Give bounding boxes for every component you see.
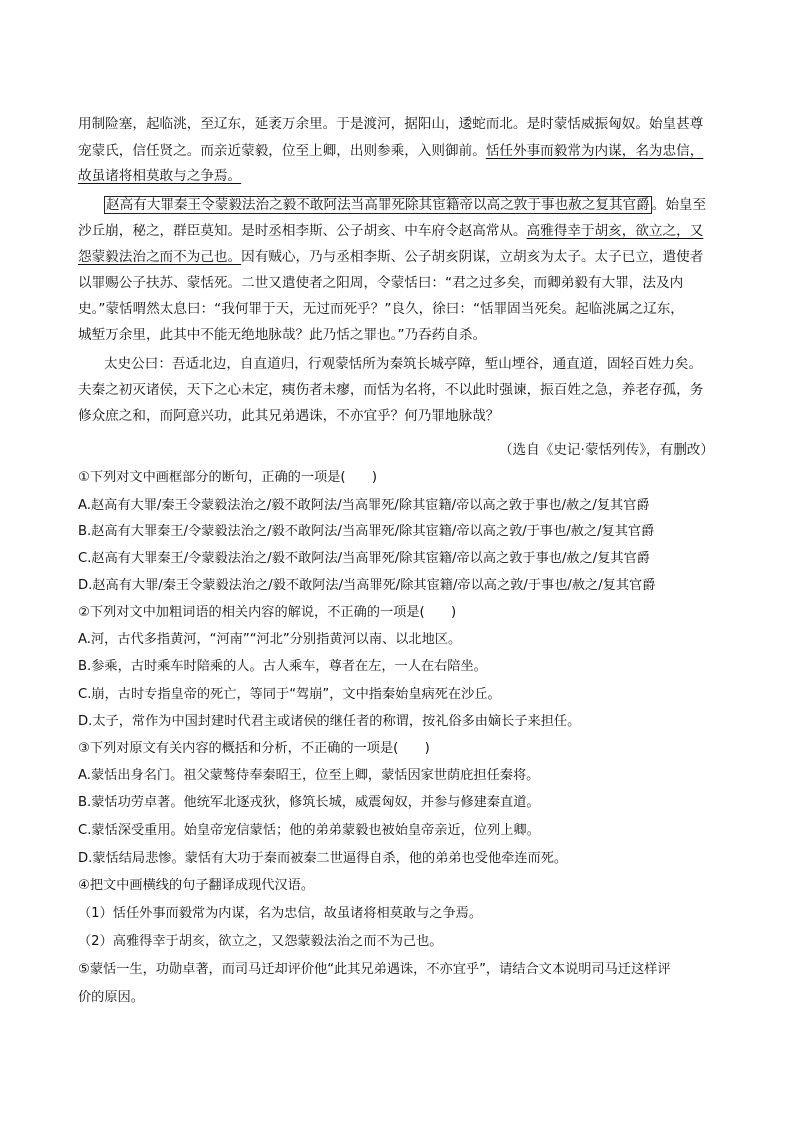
question-1-option-c: C.赵高有大罪秦王/令蒙毅法治之/毅不敢阿法/当高罪死/除其宦籍/帝以高之敦于事也/赦之/复其官爵 bbox=[78, 551, 650, 566]
passage-p1-line2 bbox=[78, 141, 703, 161]
passage-p1-line3 bbox=[78, 166, 241, 186]
question-3-stem: ③下列对原文有关内容的概括和分析，不正确的一项是( ) bbox=[78, 741, 430, 756]
passage-p3-line1: 太史公曰：吾适北边，自直道归，行观蒙恬所为秦筑长城亭障，堑山堙谷，通直道，固轻百姓力矣。 bbox=[104, 356, 703, 372]
question-4-sentence-2: （2）高雅得幸于胡亥，欲立之，又怨蒙毅法治之而不为己也。 bbox=[78, 934, 443, 949]
question-4-stem: ④把文中画横线的句子翻译成现代汉语。 bbox=[78, 878, 315, 893]
question-2-stem: ②下列对文中加粗词语的相关内容的解说，不正确的一项是( ) bbox=[78, 605, 457, 620]
question-3-option-b: B.蒙恬功劳卓著。他统军北逐戎狄，修筑长城，威震匈奴，并参与修建秦直道。 bbox=[78, 795, 540, 810]
source-citation: （选自《史记·蒙恬列传》，有删改） bbox=[498, 442, 714, 458]
underlined-sentence-2b: 怨蒙毅法治之而不为己也。 bbox=[78, 249, 242, 265]
question-2-option-d: D.太子，常作为中国封建时代君主或诸侯的继任者的称谓，按礼俗多由嫡长子来担任。 bbox=[78, 714, 581, 729]
passage-p2-line1-tail: 。始皇至 bbox=[651, 197, 707, 213]
boxed-passage: 赵高有大罪秦王令蒙毅法治之毅不敢阿法当高罪死除其宦籍帝以高之敦于事也赦之复其官爵 bbox=[106, 197, 650, 213]
question-5-line1: ⑤蒙恬一生，功勋卓著，而司马迁却评价他“此其兄弟遇诛，不亦宜乎”，请结合文本说明司马迁这样评 bbox=[78, 962, 671, 977]
question-2-option-a: A.河，古代多指黄河，“河南”“河北”分别指黄河以南、以北地区。 bbox=[78, 632, 462, 647]
question-3-option-d: D.蒙恬结局悲惨。蒙恬有大功于秦而被秦二世逼得自杀，他的弟弟也受他牵连而死。 bbox=[78, 851, 568, 866]
question-5-line2: 价的原因。 bbox=[78, 990, 144, 1005]
passage-p1-line2-text: 宠蒙氏，信任贤之。而亲近蒙毅，位至上卿，出则参乘，入则御前。 bbox=[78, 143, 486, 159]
question-1-option-d: D.赵高有大罪/秦王令蒙毅法治之/毅不敢阿法/当高罪死/除其宦籍/帝以高之敦/于事也/赦之/复其官爵 bbox=[78, 578, 656, 593]
passage-p2-line3 bbox=[78, 247, 703, 267]
question-2-option-c: C.崩，古时专指皇帝的死亡，等同于“驾崩”，文中指秦始皇病死在沙丘。 bbox=[78, 687, 501, 702]
question-4-sentence-1: （1）恬任外事而毅常为内谋，名为忠信，故虽诸将相莫敢与之争焉。 bbox=[78, 906, 483, 921]
question-2-option-b: B.参乘，古时乘车时陪乘的人。古人乘车，尊者在左，一人在右陪坐。 bbox=[78, 659, 487, 674]
passage-p2-line3-text: 因有贼心，乃与丞相李斯、公子胡亥阴谋，立胡亥为太子。太子已立，遣使者 bbox=[241, 249, 704, 265]
passage-p2-line4: 以罪赐公子扶苏、蒙恬死。二世又遣使者之阳周，令蒙恬曰：“君之过多矣，而卿弟毅有大罪，法及内 bbox=[78, 275, 684, 291]
passage-p2-line5: 史。”蒙恬喟然太息曰：“我何罪于天，无过而死乎？”良久，徐曰：“恬罪固当死矣。起临洮属之辽东， bbox=[78, 301, 684, 317]
passage-p1-line1: 用制险塞，起临洮，至辽东，延袤万余里。于是渡河，据阳山，逶蛇而北。是时蒙恬威振匈奴。始皇甚尊 bbox=[78, 116, 704, 132]
question-1-option-b: B.赵高有大罪秦王/令蒙毅法治之/毅不敢阿法/当高罪死/除其宦籍/帝以高之敦/于事也/赦之/复其官爵 bbox=[78, 524, 655, 539]
question-3-option-a: A.蒙恬出身名门。祖父蒙骜侍奉秦昭王，位至上卿，蒙恬因家世荫庇担任秦将。 bbox=[78, 768, 540, 783]
underlined-sentence-2a: 高雅得幸于胡亥，欲立之，又 bbox=[526, 223, 704, 239]
question-1-option-a: A.赵高有大罪/秦王令蒙毅法治之/毅不敢阿法/当高罪死/除其宦籍/帝以高之敦于事也/赦之/复其官爵 bbox=[78, 498, 650, 513]
passage-p2-line6: 城堑万余里，此其中不能无绝地脉哉？此乃恬之罪也。”乃吞药自杀。 bbox=[78, 327, 487, 343]
passage-p2-line2-text: 沙丘崩，秘之，群臣莫知。是时丞相李斯、公子胡亥、中车府令赵高常从。 bbox=[78, 223, 527, 239]
passage-p3-line3: 修众庶之和，而阿意兴功，此其兄弟遇诛，不亦宜乎？何乃罪地脉哉？ bbox=[78, 408, 500, 424]
underlined-sentence-1a: 恬任外事而毅常为内谋，名为忠信， bbox=[485, 143, 704, 159]
question-1-stem: ①下列对文中画框部分的断句，正确的一项是( ) bbox=[78, 470, 378, 485]
question-3-option-c: C.蒙恬深受重用。始皇帝宠信蒙恬；他的弟弟蒙毅也被始皇帝亲近，位列上卿。 bbox=[78, 823, 540, 838]
underlined-sentence-1b: 故虽诸将相莫敢与之争焉。 bbox=[78, 168, 242, 184]
passage-p3-line2: 夫秦之初灭诸侯，天下之心未定，痍伤者未瘳，而恬为名将，不以此时强谏，振百姓之急，养老存孤，务 bbox=[78, 382, 704, 398]
passage-p2-line2 bbox=[78, 221, 703, 241]
passage-p2-line1 bbox=[104, 195, 706, 215]
